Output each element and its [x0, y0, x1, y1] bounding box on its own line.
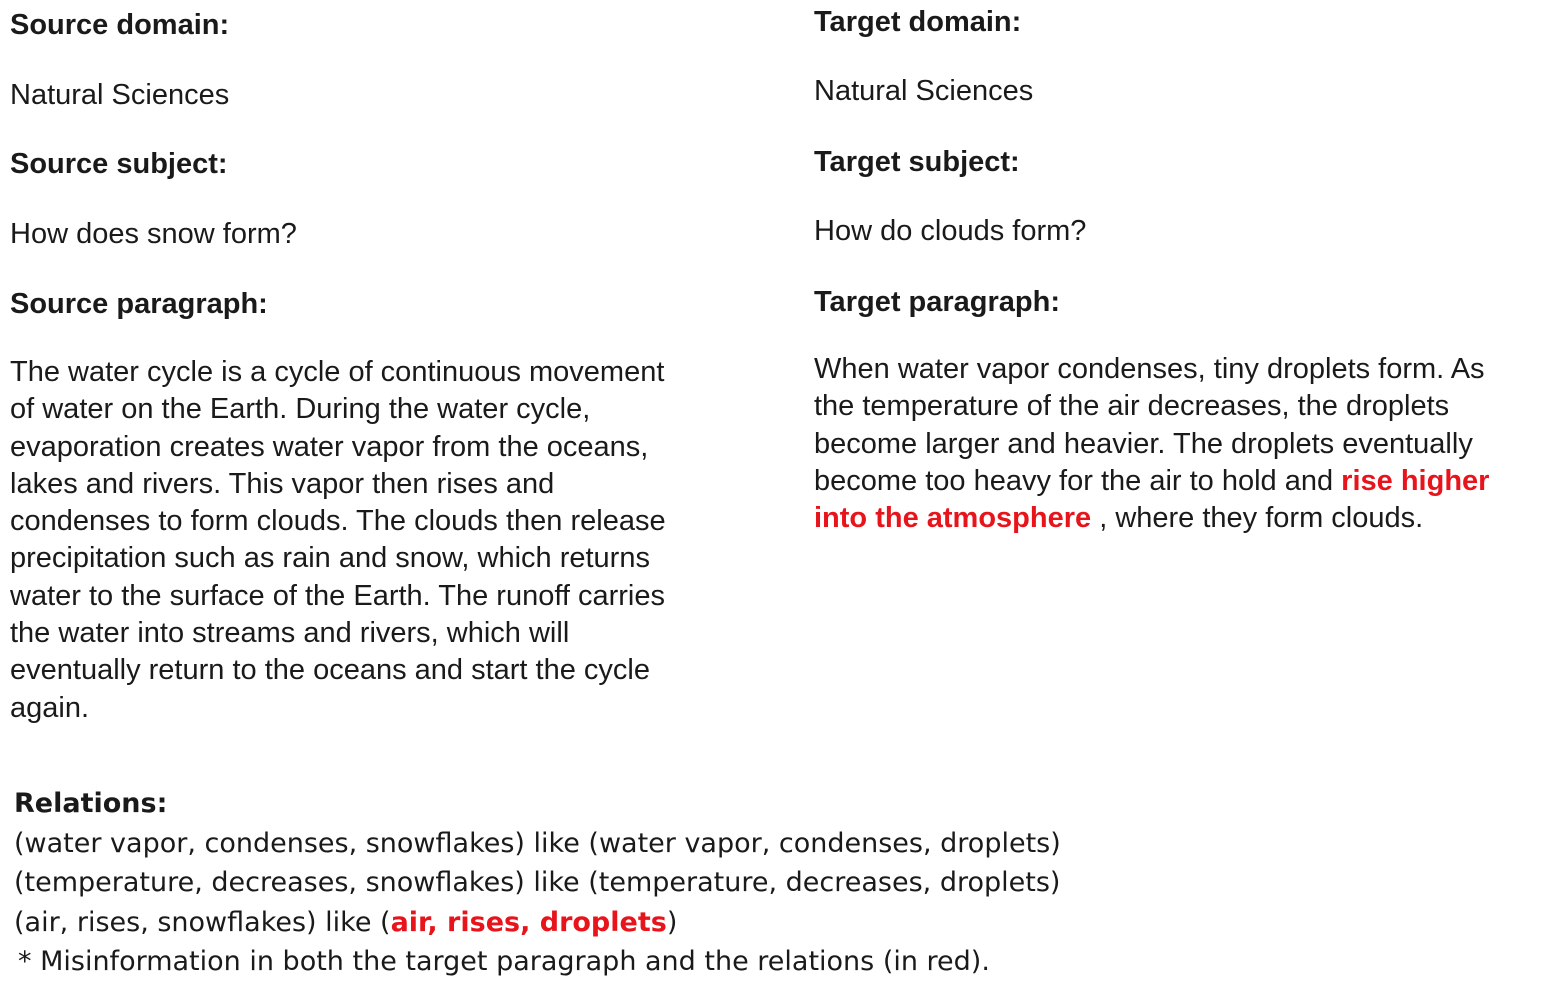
relations-heading: Relations:	[14, 788, 168, 819]
target-paragraph-line: When water vapor condenses, tiny droplets form. As	[814, 353, 1485, 385]
source-paragraph-line: again.	[10, 691, 90, 724]
target-subject-value: How do clouds form?	[814, 215, 1087, 247]
target-paragraph	[814, 351, 1489, 537]
relation-line: (temperature, decreases, snowflakes) like (temperature, decreases, droplets)	[14, 867, 1061, 898]
target-paragraph-heading: Target paragraph:	[814, 286, 1061, 318]
misinformation-note: * Misinformation in both the target paragraph and the relations (in red).	[18, 946, 990, 977]
source-paragraph-line: water to the surface of the Earth. The runoff carries	[10, 579, 665, 612]
target-paragraph-line	[814, 463, 1489, 500]
target-subject-heading: Target subject:	[814, 146, 1020, 178]
target-paragraph-line: become larger and heavier. The droplets eventually	[814, 427, 1473, 460]
misinformation-highlight: into the atmosphere	[814, 502, 1092, 535]
source-paragraph-line: eventually return to the oceans and start the cycle	[10, 654, 650, 687]
target-domain-heading: Target domain:	[814, 6, 1022, 38]
relation-line	[14, 903, 1554, 943]
source-paragraph-heading: Source paragraph:	[10, 288, 268, 320]
source-paragraph-line: condenses to form clouds. The clouds then release	[10, 505, 666, 538]
source-domain-value: Natural Sciences	[10, 79, 230, 111]
source-paragraph-line: evaporation creates water vapor from the oceans,	[10, 430, 649, 463]
source-paragraph-line: lakes and rivers. This vapor then rises and	[10, 467, 555, 500]
source-domain-heading: Source domain:	[10, 9, 230, 41]
target-paragraph-line: the temperature of the air decreases, the droplets	[814, 390, 1450, 423]
source-paragraph-line: the water into streams and rivers, which will	[10, 617, 570, 650]
source-paragraph	[10, 354, 666, 727]
relation-text: (air, rises, snowflakes) like (	[14, 906, 391, 938]
source-subject-heading: Source subject:	[10, 148, 228, 180]
relation-line: (water vapor, condenses, snowflakes) like (water vapor, condenses, droplets)	[14, 827, 1061, 859]
relations-section	[14, 784, 1554, 982]
target-paragraph-line	[814, 500, 1489, 537]
source-subject-value: How does snow form?	[10, 218, 297, 250]
target-paragraph-text: become too heavy for the air to hold and	[814, 464, 1342, 497]
source-paragraph-line: of water on the Earth. During the water cycle,	[10, 393, 591, 426]
target-paragraph-text: , where they form clouds.	[1091, 502, 1424, 535]
misinformation-highlight: air, rises, droplets	[390, 906, 667, 938]
misinformation-highlight: rise higher	[1341, 464, 1490, 497]
source-paragraph-line: The water cycle is a cycle of continuous movement	[10, 356, 665, 388]
source-paragraph-line: precipitation such as rain and snow, which returns	[10, 542, 650, 575]
relation-text: )	[666, 906, 678, 938]
target-domain-value: Natural Sciences	[814, 75, 1034, 107]
